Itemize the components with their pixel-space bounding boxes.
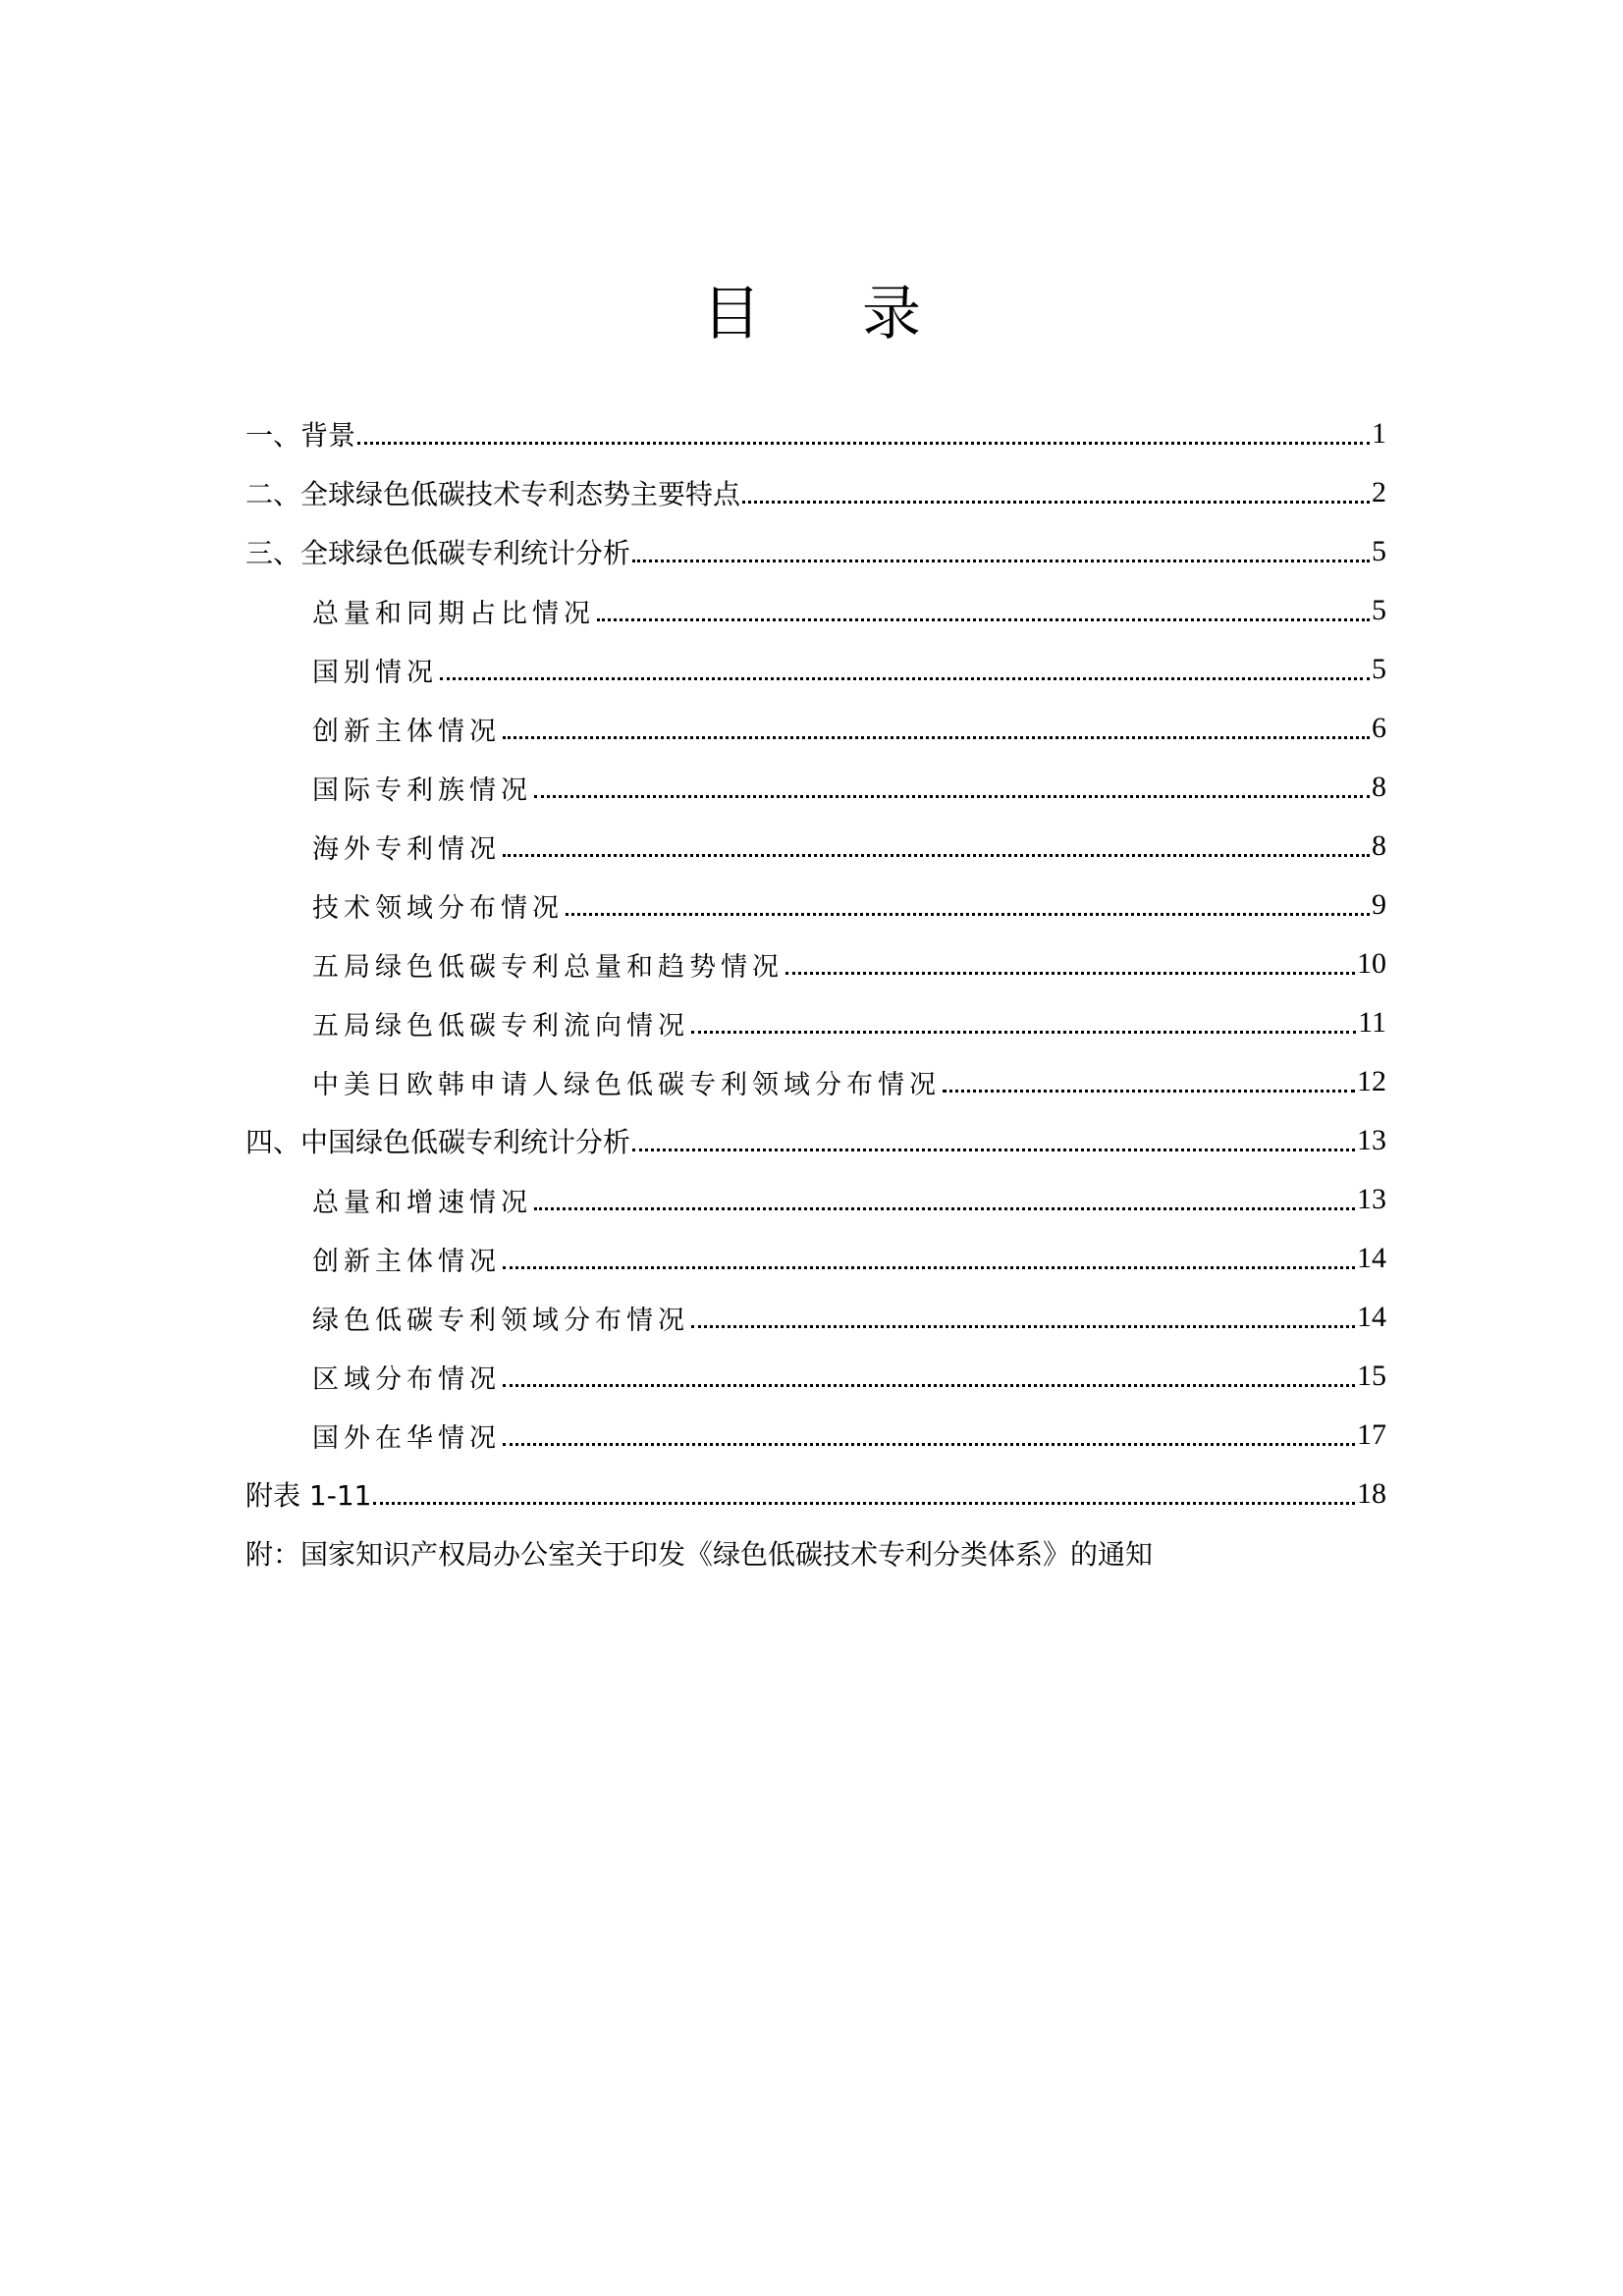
toc-entry-page: 18 (1357, 1477, 1386, 1510)
toc-entry-page: 5 (1372, 653, 1386, 685)
toc-entry-page: 1 (1372, 417, 1386, 450)
dot-leader (691, 1325, 1355, 1328)
toc-subentry[interactable] (245, 993, 1386, 1052)
toc-entry-label: 绿色低碳专利领域分布情况 (312, 1305, 689, 1336)
toc-entry-page: 2 (1372, 476, 1386, 508)
dot-leader (785, 972, 1355, 975)
toc-subentry[interactable] (245, 934, 1386, 993)
toc-subentry[interactable] (245, 699, 1386, 758)
dot-leader (440, 677, 1370, 680)
toc-entry-label: 区域分布情况 (312, 1363, 501, 1395)
toc-entry-page: 5 (1372, 535, 1386, 567)
dot-leader (597, 618, 1370, 621)
toc-subentry[interactable] (245, 640, 1386, 699)
dot-leader (357, 442, 1370, 445)
toc-subentry[interactable] (245, 1170, 1386, 1229)
toc-entry-appendix-tables[interactable] (245, 1465, 1386, 1523)
toc-entry-label: 国别情况 (312, 657, 438, 688)
toc-entry-page: 5 (1372, 594, 1386, 626)
toc-entry-label: 附：国家知识产权局办公室关于印发《绿色低碳技术专利分类体系》的通知 (245, 1538, 1154, 1571)
toc-entry-label: 总量和同期占比情况 (312, 598, 595, 629)
toc-subentry[interactable] (245, 817, 1386, 876)
dot-leader (691, 1031, 1356, 1034)
dot-leader (503, 854, 1370, 857)
toc-entry-label: 国际专利族情况 (312, 774, 532, 806)
dot-leader (534, 1207, 1355, 1210)
toc-subentry[interactable] (245, 1229, 1386, 1288)
toc-entry-page: 17 (1357, 1418, 1386, 1451)
toc-subentry[interactable] (245, 876, 1386, 934)
toc-entry-label: 五局绿色低碳专利流向情况 (312, 1010, 689, 1041)
toc-entry-page: 13 (1357, 1183, 1386, 1215)
dot-leader (503, 1443, 1355, 1446)
toc-entry-label: 技术领域分布情况 (312, 892, 564, 924)
toc-subentry[interactable] (245, 1347, 1386, 1406)
toc-entry-page: 12 (1357, 1065, 1386, 1097)
toc-entry-label: 海外专利情况 (312, 833, 501, 865)
dot-leader (566, 913, 1370, 916)
toc-entry-label: 二、全球绿色低碳技术专利态势主要特点 (245, 478, 741, 510)
toc-entry-page: 6 (1372, 712, 1386, 744)
toc-subentry[interactable] (245, 581, 1386, 640)
toc-entry-page: 10 (1357, 947, 1386, 980)
dot-leader (373, 1502, 1355, 1505)
toc-subentry[interactable] (245, 1406, 1386, 1465)
dot-leader (742, 501, 1370, 504)
toc-entry-background[interactable] (245, 404, 1386, 463)
toc-entry-label: 四、中国绿色低碳专利统计分析 (245, 1126, 631, 1158)
toc-entry-label: 总量和增速情况 (312, 1187, 532, 1218)
toc-entry-label: 五局绿色低碳专利总量和趋势情况 (312, 951, 784, 983)
toc-entry-label: 国外在华情况 (312, 1422, 501, 1454)
dot-leader (632, 560, 1370, 562)
toc-entry-page: 11 (1358, 1006, 1386, 1039)
toc-entry-global-features[interactable] (245, 463, 1386, 522)
dot-leader (632, 1148, 1355, 1151)
table-of-contents (245, 404, 1386, 1582)
toc-entry-label: 创新主体情况 (312, 1246, 501, 1277)
dot-leader (943, 1090, 1355, 1093)
toc-entry-page: 14 (1357, 1242, 1386, 1274)
toc-entry-page: 8 (1372, 771, 1386, 803)
toc-entry-label: 附表 1-11 (245, 1479, 372, 1512)
toc-entry-global-statistics[interactable] (245, 522, 1386, 581)
toc-entry-label: 三、全球绿色低碳专利统计分析 (245, 537, 631, 569)
toc-subentry[interactable] (245, 1288, 1386, 1347)
dot-leader (534, 795, 1370, 798)
page-title: 目 录 (701, 280, 963, 348)
dot-leader (503, 1384, 1355, 1387)
toc-entry-page: 8 (1372, 829, 1386, 862)
toc-entry-label: 一、背景 (245, 419, 356, 452)
dot-leader (503, 1266, 1355, 1269)
toc-entry-china-statistics[interactable] (245, 1111, 1386, 1170)
toc-entry-page: 14 (1357, 1301, 1386, 1333)
toc-entry-page: 13 (1357, 1124, 1386, 1156)
toc-entry-page: 9 (1372, 888, 1386, 921)
dot-leader (503, 736, 1370, 739)
toc-entry-label: 创新主体情况 (312, 716, 501, 747)
toc-entry-page: 15 (1357, 1360, 1386, 1392)
toc-entry-label: 中美日欧韩申请人绿色低碳专利领域分布情况 (312, 1069, 941, 1100)
toc-entry-appendix-notice[interactable] (245, 1523, 1386, 1582)
toc-subentry[interactable] (245, 1052, 1386, 1111)
toc-subentry[interactable] (245, 758, 1386, 817)
